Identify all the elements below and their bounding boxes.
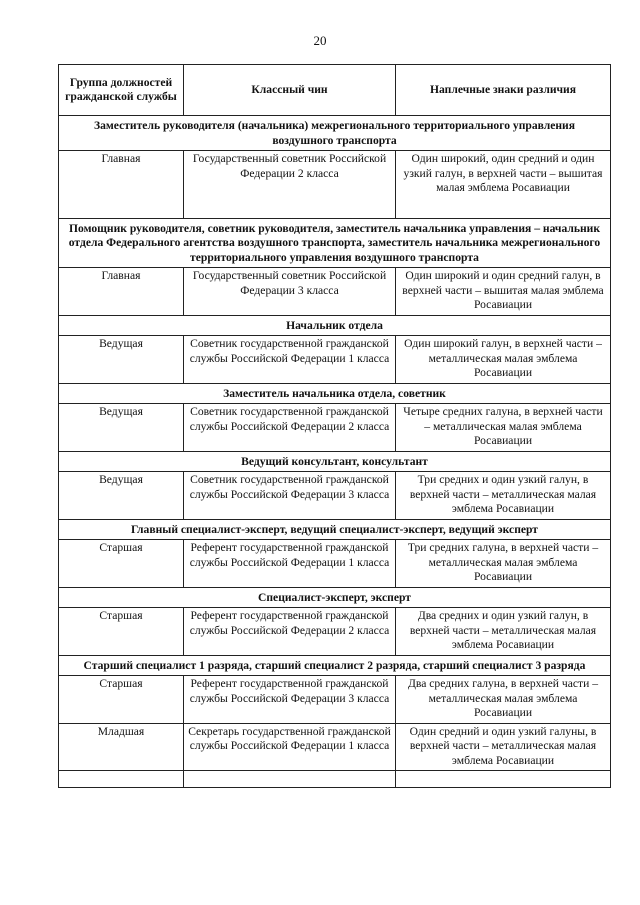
cell-group: Старшая [59,540,184,588]
cell-rank: Государственный советник Российской Федерации 2 класса [184,151,396,219]
section-title: Помощник руководителя, советник руководителя, заместитель начальника управления – начальник отдела Федерального агентства воздушного транспорта, заместитель начальника межрегионального территориального управления воздушного транспорта [59,218,611,268]
cell-insignia: Три средних и один узкий галун, в верхней части – металлическая малая эмблема Росавиации [396,472,611,520]
cell-insignia: Один широкий галун, в верхней части – металлическая малая эмблема Росавиации [396,336,611,384]
cell-rank: Секретарь государственной гражданской службы Российской Федерации 1 класса [184,723,396,771]
cell-rank: Советник государственной гражданской службы Российской Федерации 1 класса [184,336,396,384]
table-body [59,116,611,788]
section-title-row [59,315,611,336]
spacer-cell [184,771,396,788]
table-header-row [59,65,611,116]
spacer-cell [59,771,184,788]
cell-insignia: Один широкий и один средний галун, в верхней части – вышитая малая эмблема Росавиации [396,268,611,316]
header-rank: Классный чин [184,65,396,116]
cell-rank: Государственный советник Российской Федерации 3 класса [184,268,396,316]
table-row [59,151,611,219]
cell-group: Ведущая [59,472,184,520]
page-number: 20 [313,33,327,48]
section-title: Главный специалист-эксперт, ведущий специалист-эксперт, ведущий эксперт [59,519,611,540]
cell-insignia: Один широкий, один средний и один узкий галун, в верхней части – вышитая малая эмблема Росавиации [396,151,611,219]
section-title: Заместитель начальника отдела, советник [59,383,611,404]
cell-rank: Референт государственной гражданской службы Российской Федерации 2 класса [184,608,396,656]
table-bottom-spacer [59,771,611,788]
table-row [59,723,611,771]
insignia-table [58,64,611,788]
section-title-row [59,451,611,472]
table-row [59,472,611,520]
cell-group: Старшая [59,676,184,724]
cell-rank: Референт государственной гражданской службы Российской Федерации 1 класса [184,540,396,588]
section-title: Заместитель руководителя (начальника) межрегионального территориального управления воздушного транспорта [59,116,611,151]
cell-insignia: Два средних галуна, в верхней части – металлическая малая эмблема Росавиации [396,676,611,724]
cell-group: Главная [59,151,184,219]
section-title: Специалист-эксперт, эксперт [59,587,611,608]
section-title-row [59,519,611,540]
cell-insignia: Два средних и один узкий галун, в верхней части – металлическая малая эмблема Росавиации [396,608,611,656]
section-title-row [59,587,611,608]
section-title-row [59,655,611,676]
table-row [59,268,611,316]
table-row [59,336,611,384]
cell-insignia: Три средних галуна, в верхней части – металлическая малая эмблема Росавиации [396,540,611,588]
cell-group: Главная [59,268,184,316]
section-title-row [59,116,611,151]
cell-group: Старшая [59,608,184,656]
table-row [59,608,611,656]
table-row [59,540,611,588]
section-title: Старший специалист 1 разряда, старший специалист 2 разряда, старший специалист 3 разряда [59,655,611,676]
section-title-row [59,383,611,404]
cell-rank: Советник государственной гражданской службы Российской Федерации 3 класса [184,472,396,520]
table-row [59,676,611,724]
cell-insignia: Четыре средних галуна, в верхней части – металлическая малая эмблема Росавиации [396,404,611,452]
header-group: Группа должностей гражданской службы [59,65,184,116]
section-title-row [59,218,611,268]
cell-group: Ведущая [59,336,184,384]
table-row [59,404,611,452]
section-title: Начальник отдела [59,315,611,336]
cell-insignia: Один средний и один узкий галуны, в верхней части – металлическая малая эмблема Росавиации [396,723,611,771]
cell-rank: Советник государственной гражданской службы Российской Федерации 2 класса [184,404,396,452]
cell-group: Ведущая [59,404,184,452]
header-insignia: Наплечные знаки различия [396,65,611,116]
spacer-cell [396,771,611,788]
section-title: Ведущий консультант, консультант [59,451,611,472]
cell-rank: Референт государственной гражданской службы Российской Федерации 3 класса [184,676,396,724]
cell-group: Младшая [59,723,184,771]
